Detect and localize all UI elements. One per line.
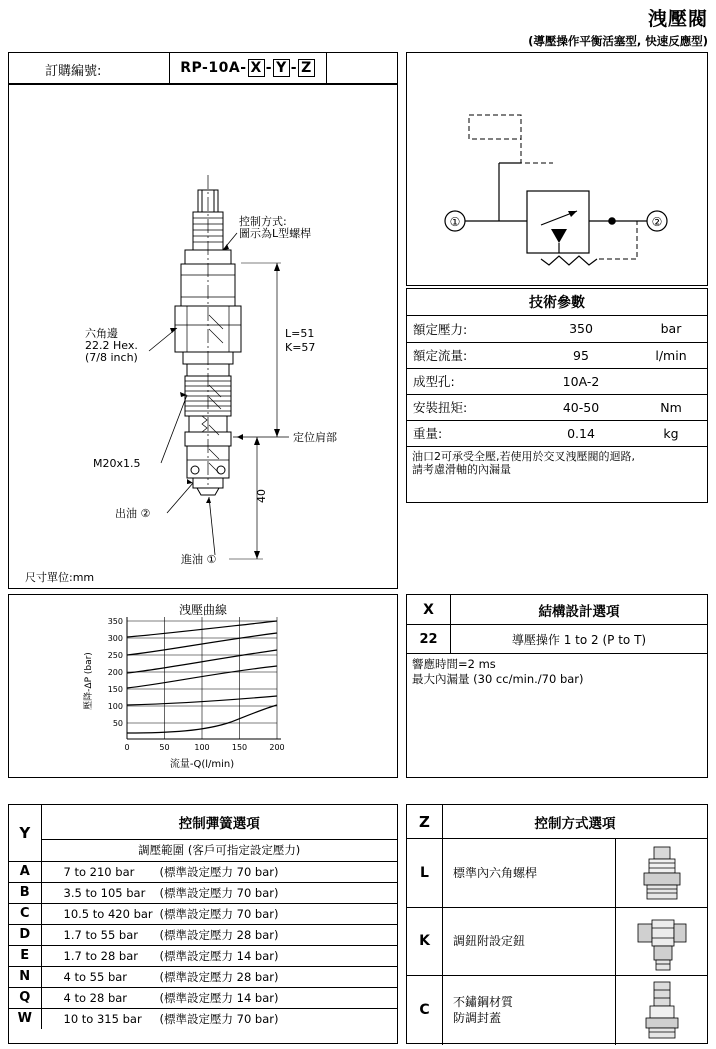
y-row-4-note: (標準設定壓力 14 bar)	[159, 948, 279, 963]
order-code-dash-2: -	[290, 60, 298, 76]
x-option-note-line1: 響應時間=2 ms	[412, 657, 496, 671]
tech-row-1-name: 額定流量:	[407, 342, 527, 368]
sealed-cap-icon	[616, 976, 708, 1044]
y-row-2-range: 10.5 to 420 bar	[63, 906, 153, 921]
dim-L-label: L=51	[285, 327, 315, 340]
y-row-3-code: D	[9, 924, 41, 945]
z-option-letter: Z	[407, 805, 443, 838]
tech-spec-box	[406, 288, 708, 503]
y-row-5	[41, 966, 397, 987]
tech-row-0-name: 額定壓力:	[407, 316, 527, 342]
chart-ytick-50: 50	[112, 719, 123, 728]
order-code-dash-1: -	[265, 60, 273, 76]
order-code-seg-y: Y	[273, 59, 290, 77]
tech-row-3-value: 40-50	[527, 394, 635, 420]
table-row	[9, 987, 397, 1008]
y-row-6-note: (標準設定壓力 14 bar)	[159, 990, 279, 1005]
y-row-6	[41, 987, 397, 1008]
x-option-letter: X	[407, 595, 451, 624]
chart-xlabel: 流量-Q(l/min)	[169, 759, 235, 770]
y-row-3-range: 1.7 to 55 bar	[63, 927, 139, 942]
tech-row-3-unit: Nm	[635, 394, 707, 420]
y-row-1-code: B	[9, 882, 41, 903]
chart-ytick-100: 100	[107, 702, 123, 711]
y-option-subtitle: 調壓範圍 (客戶可指定設定壓力)	[41, 839, 397, 861]
chart-ytick-350: 350	[107, 617, 123, 626]
tech-note-line1: 油口2可承受全壓,若使用於交叉洩壓閥的迴路,	[412, 449, 635, 463]
table-row	[9, 1008, 397, 1029]
tech-spec-table	[407, 316, 707, 447]
tech-row-4-name: 重量:	[407, 420, 527, 446]
hex-label-line3: (7/8 inch)	[85, 351, 138, 364]
table-row	[407, 394, 707, 420]
y-row-6-range: 4 to 28 bar	[63, 990, 128, 1005]
table-row	[9, 882, 397, 903]
z-row-2-desc	[443, 976, 615, 1045]
units-label: 尺寸單位:mm	[25, 571, 95, 584]
chart-ytick-150: 150	[107, 685, 123, 694]
y-row-1-range: 3.5 to 105 bar	[63, 885, 146, 900]
table-row	[9, 924, 397, 945]
cartridge-drawing	[9, 85, 399, 590]
table-row	[407, 839, 707, 908]
chart-ytick-300: 300	[107, 634, 123, 643]
y-row-5-code: N	[9, 966, 41, 987]
y-row-7-code: W	[9, 1008, 41, 1029]
tech-row-0-value: 350	[527, 316, 635, 342]
table-row	[9, 861, 397, 882]
order-code-prefix: RP-10A-	[180, 60, 247, 76]
table-row	[407, 368, 707, 394]
x-option-box	[406, 594, 708, 778]
tech-row-2-unit	[635, 368, 707, 394]
control-note-line2: 圖示為L型螺桿	[239, 227, 312, 240]
y-row-7-range: 10 to 315 bar	[63, 1011, 142, 1026]
y-option-title: 控制彈簧選項	[41, 805, 397, 839]
adjust-knob-icon	[616, 908, 708, 976]
inlet-label: 進油 ①	[181, 553, 217, 566]
pressure-drop-chart	[9, 595, 399, 779]
shoulder-label: 定位肩部	[293, 431, 337, 444]
y-row-0-code: A	[9, 861, 41, 882]
y-row-0-range: 7 to 210 bar	[63, 864, 135, 879]
y-row-2	[41, 903, 397, 924]
y-row-0-note: (標準設定壓力 70 bar)	[159, 864, 279, 879]
y-row-1	[41, 882, 397, 903]
y-row-0	[41, 861, 397, 882]
z-option-title: 控制方式選項	[534, 815, 616, 832]
y-row-4-range: 1.7 to 28 bar	[63, 948, 139, 963]
order-code-box	[8, 52, 398, 84]
z-row-0-image	[615, 839, 707, 907]
x-option-header	[407, 595, 707, 625]
x-option-note-line2: 最大內漏量 (30 cc/min./70 bar)	[412, 671, 584, 686]
tech-note	[407, 447, 707, 478]
y-row-3-note: (標準設定壓力 28 bar)	[159, 927, 279, 942]
tech-row-2-value: 10A-2	[527, 368, 635, 394]
y-option-letter: Y	[9, 805, 41, 861]
page-header	[528, 4, 708, 49]
y-option-table	[9, 805, 397, 1029]
table-row	[407, 342, 707, 368]
y-row-5-note: (標準設定壓力 28 bar)	[159, 969, 279, 984]
y-row-3	[41, 924, 397, 945]
z-row-0-code: L	[407, 839, 443, 907]
y-row-1-note: (標準設定壓力 70 bar)	[159, 885, 279, 900]
z-option-box	[406, 804, 708, 1044]
chart-xtick-100: 100	[194, 743, 210, 752]
z-row-1-code: K	[407, 908, 443, 976]
hex-label-line2: 22.2 Hex.	[85, 339, 138, 352]
tech-row-2-name: 成型孔:	[407, 368, 527, 394]
symbol-port-1-label: ①	[449, 215, 461, 229]
outlet-label: 出油 ②	[115, 507, 151, 520]
table-row	[407, 625, 707, 654]
y-option-box	[8, 804, 398, 1044]
x-option-title: 結構設計選項	[538, 603, 620, 620]
table-row	[9, 966, 397, 987]
order-code-seg-x: X	[248, 59, 265, 77]
table-row	[9, 945, 397, 966]
pressure-drop-chart-box	[8, 594, 398, 778]
z-row-1-desc: 調鈕附設定鈕	[453, 934, 526, 949]
order-code-cell	[169, 52, 327, 84]
control-note-line1: 控制方式:	[239, 215, 287, 228]
order-code-seg-z: Z	[298, 59, 315, 77]
x-option-note	[407, 654, 707, 687]
z-row-0-desc: 標準內六角螺桿	[453, 865, 538, 880]
tech-row-3-name: 安裝扭矩:	[407, 394, 527, 420]
z-row-2-image	[615, 976, 707, 1045]
hydraulic-symbol	[407, 53, 709, 287]
y-row-7	[41, 1008, 397, 1029]
chart-xtick-0: 0	[124, 743, 130, 752]
tech-row-1-unit: l/min	[635, 342, 707, 368]
thread-label: M20x1.5	[93, 457, 141, 470]
tech-row-4-value: 0.14	[527, 420, 635, 446]
table-row	[407, 316, 707, 342]
z-row-1-image	[615, 908, 707, 976]
table-row	[407, 908, 707, 977]
y-row-2-code: C	[9, 903, 41, 924]
tech-row-1-value: 95	[527, 342, 635, 368]
dim-40-label: 40	[255, 489, 268, 503]
y-row-4-code: E	[9, 945, 41, 966]
table-row	[407, 976, 707, 1045]
cartridge-drawing-box	[8, 84, 398, 589]
chart-xtick-200: 200	[269, 743, 285, 752]
chart-title: 洩壓曲線	[178, 603, 227, 617]
table-row	[9, 903, 397, 924]
tech-note-line2: 請考慮滑軸的內漏量	[412, 463, 511, 477]
tech-spec-title: 技術參數	[407, 289, 707, 316]
y-row-5-range: 4 to 55 bar	[63, 969, 128, 984]
hex-label-line1: 六角邊	[85, 327, 118, 340]
page-title: 洩壓閥	[647, 8, 708, 30]
chart-xtick-150: 150	[231, 743, 248, 752]
y-row-2-note: (標準設定壓力 70 bar)	[159, 906, 279, 921]
order-code-value	[180, 60, 315, 76]
chart-ylabel: 壓降-ΔP (bar)	[84, 652, 94, 710]
z-row-2-desc-line2: 防調封蓋	[453, 1011, 502, 1026]
tech-row-4-unit: kg	[635, 420, 707, 446]
y-option-header	[9, 805, 397, 839]
tech-row-0-unit: bar	[635, 316, 707, 342]
x-option-code: 22	[407, 625, 451, 653]
y-row-6-code: Q	[9, 987, 41, 1008]
page-subtitle: (導壓操作平衡活塞型, 快速反應型)	[528, 34, 708, 48]
x-option-desc: 導壓操作 1 to 2 (P to T)	[511, 632, 647, 647]
table-row	[407, 420, 707, 446]
symbol-port-2-label: ②	[651, 215, 663, 229]
y-row-4	[41, 945, 397, 966]
chart-ytick-200: 200	[107, 668, 123, 677]
y-option-subheader	[9, 839, 397, 861]
chart-xtick-50: 50	[159, 743, 170, 752]
chart-ytick-250: 250	[107, 651, 123, 660]
order-code-label: 訂購編號:	[45, 64, 102, 79]
y-row-7-note: (標準設定壓力 70 bar)	[159, 1011, 279, 1026]
z-row-2-code: C	[407, 976, 443, 1045]
dim-K-label: K=57	[285, 341, 316, 354]
z-row-2-desc-line1: 不鏽鋼材質	[453, 995, 514, 1010]
hydraulic-symbol-box	[406, 52, 708, 286]
hex-screw-icon	[616, 839, 708, 907]
z-option-header	[407, 805, 707, 839]
